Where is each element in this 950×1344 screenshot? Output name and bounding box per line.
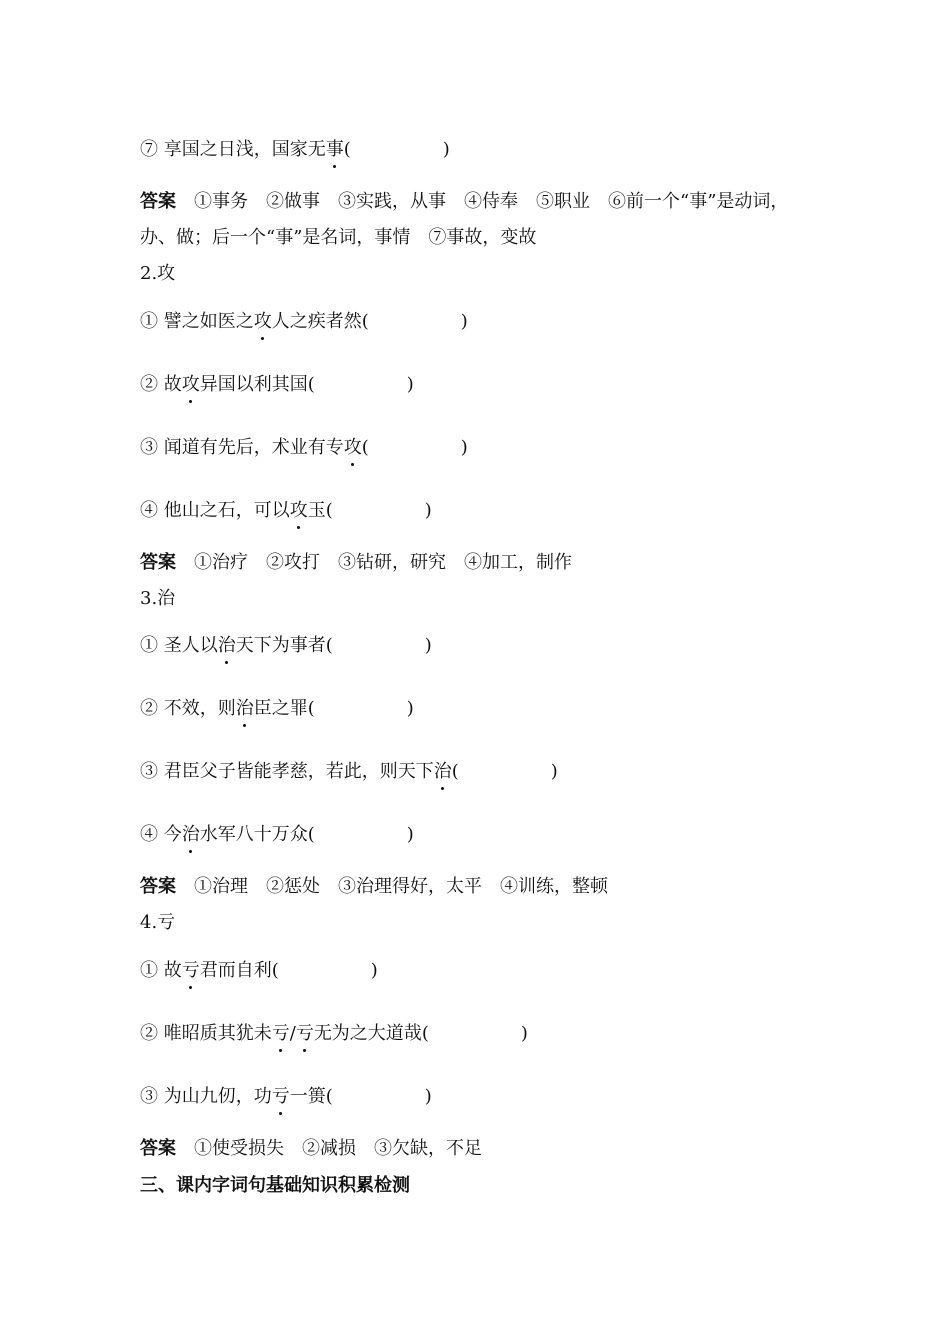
section-heading-next: 三、课内字词句基础知识积累检测 (140, 1175, 410, 1196)
target-char-2: 亏 (295, 1023, 314, 1044)
question-text-after: 人之疾者然 (271, 311, 362, 332)
question-number: ④ (140, 500, 158, 521)
target-char: 治 (235, 698, 254, 719)
question-text: 享国之日浅，国家无 (163, 139, 326, 160)
answer-label: 答案 (140, 552, 176, 573)
question-gong-3 (140, 436, 468, 460)
question-text: 今 (163, 824, 182, 845)
answer-open-paren: ( (343, 139, 351, 160)
answer-open-paren: ( (307, 698, 315, 719)
answer-open-paren: ( (271, 960, 279, 981)
answer-close-paren: ) (406, 824, 414, 845)
question-text: 唯昭质其犹未 (163, 1023, 272, 1044)
question-text-after: 玉 (307, 500, 326, 521)
answer-text: ①治疗 ②攻打 ③钻研，研究 ④加工，制作 (194, 552, 572, 573)
question-text-after: 天下为事者 (235, 635, 326, 656)
question-zhi-2 (140, 697, 414, 721)
question-zhi-1 (140, 634, 432, 658)
question-shi-7 (140, 138, 450, 162)
answer-close-paren: ) (460, 311, 468, 332)
answer-open-paren: ( (325, 500, 333, 521)
target-char: 治 (217, 635, 236, 656)
answer-kui (140, 1137, 482, 1161)
question-number: ③ (140, 437, 158, 458)
question-text-after: 异国以利其国 (199, 374, 308, 395)
question-text: 不效，则 (163, 698, 236, 719)
answer-open-paren: ( (307, 824, 315, 845)
question-number: ② (140, 1023, 158, 1044)
question-text: 为山九仞，功 (163, 1086, 272, 1107)
question-number: ③ (140, 1086, 158, 1107)
answer-open-paren: ( (421, 1023, 429, 1044)
answer-close-paren: ) (442, 139, 450, 160)
question-kui-1 (140, 959, 378, 983)
answer-label: 答案 (140, 876, 176, 897)
question-number: ③ (140, 761, 158, 782)
target-char: 攻 (181, 374, 200, 395)
answer-open-paren: ( (361, 437, 369, 458)
question-number: ④ (140, 824, 158, 845)
section-title-kui: 4.亏 (140, 912, 176, 933)
answer-close-paren: ) (406, 374, 414, 395)
question-text: 故 (163, 374, 182, 395)
question-gong-1 (140, 310, 468, 334)
question-text: 譬之如医之 (163, 311, 254, 332)
target-char: 治 (181, 824, 200, 845)
answer-text: ①治理 ②惩处 ③治理得好，太平 ④训练，整顿 (194, 876, 608, 897)
answer-text: ①使受损失 ②减损 ③欠缺，不足 (194, 1138, 482, 1159)
question-gong-4 (140, 499, 432, 523)
answer-open-paren: ( (325, 1086, 333, 1107)
answer-open-paren: ( (325, 635, 333, 656)
answer-shi (140, 184, 820, 256)
question-text: 闻道有先后，术业有专 (163, 437, 344, 458)
target-char: 攻 (343, 437, 362, 458)
question-text-after: 无为之大道哉 (313, 1023, 422, 1044)
question-zhi-3 (140, 760, 558, 784)
answer-close-paren: ) (406, 698, 414, 719)
answer-close-paren: ) (460, 437, 468, 458)
question-gong-2 (140, 373, 414, 397)
answer-label: 答案 (140, 1138, 176, 1159)
question-zhi-4 (140, 823, 414, 847)
question-number: ⑦ (140, 139, 158, 160)
question-text-after: 水军八十万众 (199, 824, 308, 845)
question-text-after: 臣之罪 (253, 698, 308, 719)
answer-close-paren: ) (424, 500, 432, 521)
answer-open-paren: ( (451, 761, 459, 782)
answer-open-paren: ( (361, 311, 369, 332)
target-char: 亏 (271, 1086, 290, 1107)
question-text: 圣人以 (163, 635, 218, 656)
question-number: ② (140, 374, 158, 395)
question-number: ① (140, 311, 158, 332)
question-text-after: 一篑 (289, 1086, 326, 1107)
answer-open-paren: ( (307, 374, 315, 395)
answer-close-paren: ) (370, 960, 378, 981)
question-number: ② (140, 698, 158, 719)
question-text: 君臣父子皆能孝慈，若此，则天下 (163, 761, 434, 782)
target-char: 亏 (181, 960, 200, 981)
answer-close-paren: ) (424, 1086, 432, 1107)
question-text: 他山之石，可以 (163, 500, 290, 521)
separator: / (289, 1023, 296, 1044)
answer-zhi (140, 875, 608, 899)
question-kui-2 (140, 1022, 528, 1046)
question-kui-3 (140, 1085, 432, 1109)
target-char: 亏 (271, 1023, 290, 1044)
question-number: ① (140, 635, 158, 656)
question-text: 故 (163, 960, 182, 981)
section-title-gong: 2.攻 (140, 263, 176, 284)
target-char: 攻 (253, 311, 272, 332)
answer-label: 答案 (140, 191, 176, 212)
answer-text: ①事务 ②做事 ③实践，从事 ④侍奉 ⑤职业 ⑥前一个“事”是动词，办、做；后一个“事”是名词，事情 ⑦事故，变故 (140, 191, 789, 248)
target-char: 事 (325, 139, 344, 160)
target-char: 治 (433, 761, 452, 782)
answer-close-paren: ) (550, 761, 558, 782)
section-title-zhi: 3.治 (140, 588, 176, 609)
answer-close-paren: ) (520, 1023, 528, 1044)
answer-gong (140, 551, 572, 575)
question-number: ① (140, 960, 158, 981)
answer-close-paren: ) (424, 635, 432, 656)
target-char: 攻 (289, 500, 308, 521)
question-text-after: 君而自利 (199, 960, 272, 981)
